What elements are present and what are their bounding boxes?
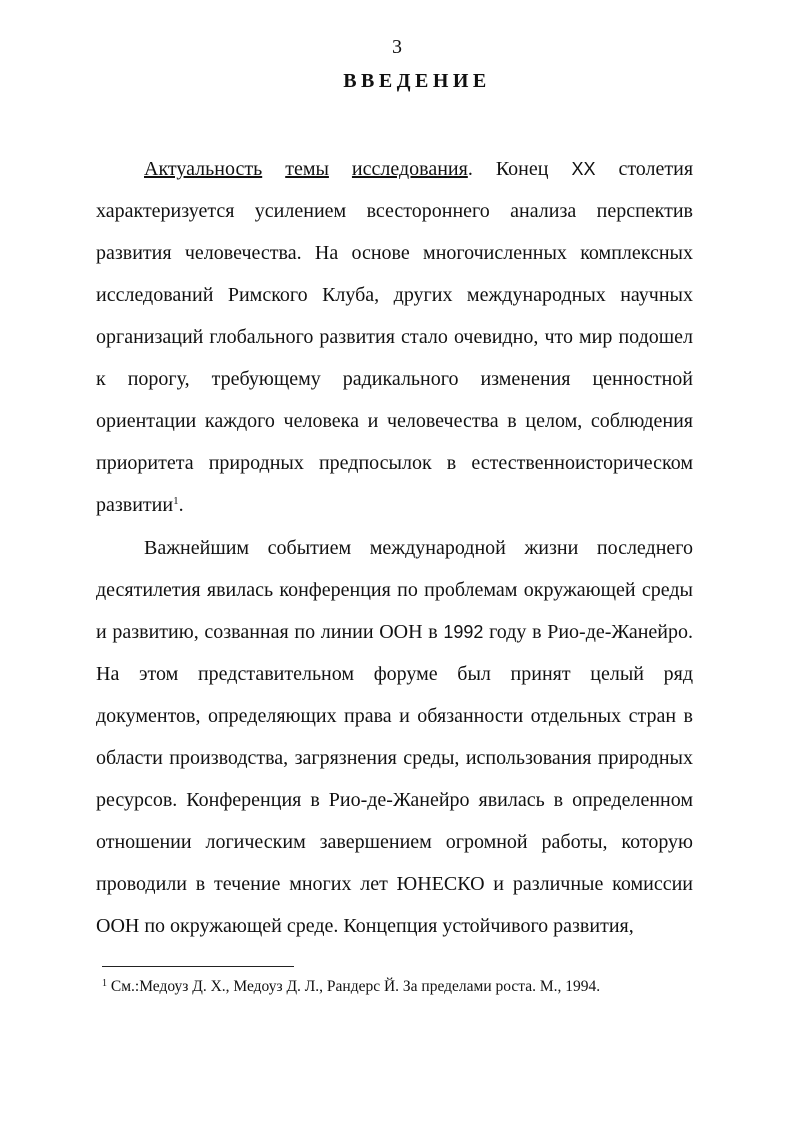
paragraph-conference: [96, 527, 693, 947]
footnote-divider: [102, 966, 294, 967]
footnote: [102, 976, 702, 998]
footnote-reference: 1: [173, 495, 179, 507]
paragraph1-text-end: .: [178, 494, 184, 516]
footnote-mark: 1: [102, 978, 107, 989]
year-number: 1992: [443, 622, 484, 642]
roman-numeral: XX: [571, 159, 596, 179]
heading-word-3: исследования: [351, 158, 468, 180]
paragraph2-text-a: Важнейшим событием международной жизни последнего десятилетия явилась конференция по проблемам окружающей среды и развитию, созванная по линии ООН в: [96, 537, 693, 643]
footnote-text: См.:Медоуз Д. Х., Медоуз Д. Л., Рандерс Й. За пределами роста. М., 1994.: [107, 978, 601, 995]
paragraph1-text-a: Конец: [495, 158, 572, 180]
page-number: 3: [392, 36, 402, 58]
heading-word-2: темы: [285, 158, 329, 180]
heading-word-1: Актуальность: [144, 158, 263, 180]
paragraph2-text-b: году в Рио-де-Жанейро. На этом представительном форуме был принят целый ряд документов, определяющих права и обязанности отдельных стран в области производства, загрязнения среды, использования природных ресурсов. Конференция в Рио-де-Жанейро явилась в определенном отношении логическим завершением огромной работы, которую проводили в течение многих лет ЮНЕСКО и различные комиссии ООН по окружающей среде. Концепция устойчивого развития,: [96, 621, 693, 937]
page-title: ВВЕДЕНИЕ: [343, 70, 491, 92]
heading-end: .: [467, 158, 473, 180]
paragraph-relevance: [96, 148, 693, 526]
paragraph1-text-b: столетия характеризуется усилением всестороннего анализа перспектив развития человечества. На основе многочисленных комплексных исследований Римского Клуба, других международных научных организаций глобального развития стало очевидно, что мир подошел к порогу, требующему радикального изменения ценностной ориентации каждого человека и человечества в целом, соблюдения приоритета природных предпосылок в естественноисторическом развитии: [96, 158, 694, 516]
